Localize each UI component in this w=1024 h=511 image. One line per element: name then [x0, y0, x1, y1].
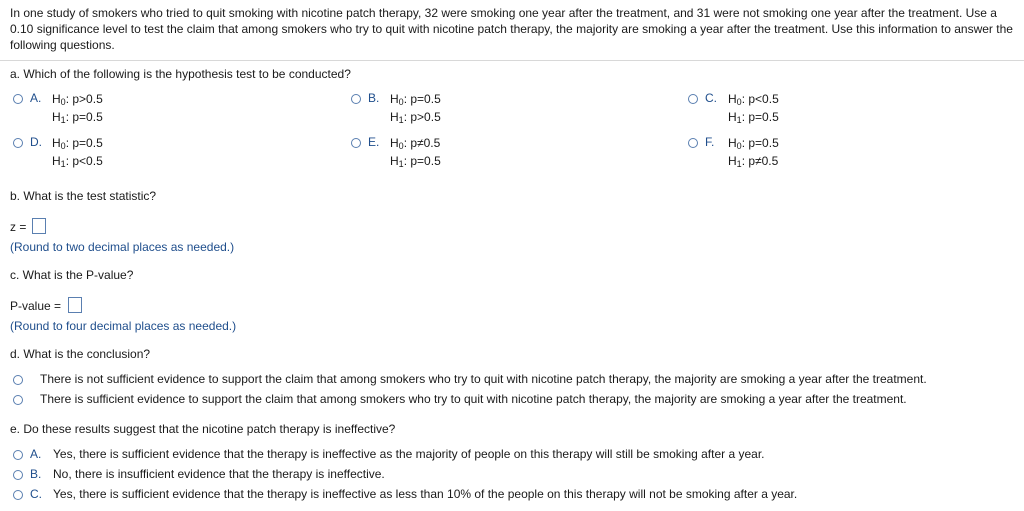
option-c-h0: $H_0$: p<0.5 [728, 92, 779, 107]
conclusion-text-1: There is not sufficient evidence to support the claim that among smokers who try to quit with nicotine patch therapy, the majority are smoking a year after the treatment. [40, 372, 927, 386]
option-e-h1: $H_1$: p=0.5 [390, 154, 441, 169]
radio-c[interactable] [688, 94, 698, 104]
option-a-h0: $H_0$: p>0.5 [52, 92, 103, 107]
option-c-h1: $H_1$: p=0.5 [728, 110, 779, 125]
option-b-h1: $H_1$: p>0.5 [390, 110, 441, 125]
option-b-letter: B. [368, 91, 380, 105]
effectiveness-radio-a[interactable] [13, 450, 23, 460]
radio-d[interactable] [13, 138, 23, 148]
p-value-label: P-value = [10, 299, 62, 313]
z-input[interactable] [32, 218, 46, 234]
effectiveness-text-a: Yes, there is sufficient evidence that the therapy is ineffective as the majority of people on this therapy will still be smoking after a year. [53, 447, 765, 461]
part-b-question: b. What is the test statistic? [10, 189, 157, 203]
effectiveness-text-b: No, there is insufficient evidence that the therapy is ineffective. [53, 467, 385, 481]
effectiveness-radio-c[interactable] [13, 490, 23, 500]
divider [0, 60, 1024, 61]
option-d-h0: $H_0$: p=0.5 [52, 136, 103, 151]
radio-b[interactable] [351, 94, 361, 104]
option-d-letter: D. [30, 135, 42, 149]
option-b-h0: $H_0$: p=0.5 [390, 92, 441, 107]
option-c-letter: C. [705, 91, 717, 105]
radio-f[interactable] [688, 138, 698, 148]
part-c-hint: (Round to four decimal places as needed.) [10, 319, 237, 333]
part-c-question: c. What is the P-value? [10, 268, 134, 282]
option-a-letter: A. [30, 91, 42, 105]
problem-statement: In one study of smokers who tried to quit smoking with nicotine patch therapy, 32 were smoking one year after the treatment, and 31 were not smoking one year after the treatment. Use a 0.10 significance level to test the claim that among smokers who try to quit with nicotine patch therapy, the majority are smoking a year after the treatment. Use this information to answer the following questions. [10, 6, 1013, 52]
conclusion-radio-2[interactable] [13, 395, 23, 405]
option-d-h1: $H_1$: p<0.5 [52, 154, 103, 169]
option-e-h0: $H_0$: p≠0.5 [390, 136, 441, 151]
radio-a[interactable] [13, 94, 23, 104]
effectiveness-letter-b: B. [30, 467, 42, 481]
conclusion-radio-1[interactable] [13, 375, 23, 385]
option-f-h1: $H_1$: p≠0.5 [728, 154, 779, 169]
part-a-question: a. Which of the following is the hypothesis test to be conducted? [10, 67, 351, 81]
effectiveness-letter-c: C. [30, 487, 42, 501]
option-a-h1: $H_1$: p=0.5 [52, 110, 103, 125]
z-label: z = [10, 220, 27, 234]
option-e-letter: E. [368, 135, 380, 149]
p-value-input[interactable] [68, 297, 82, 313]
radio-e[interactable] [351, 138, 361, 148]
option-f-letter: F. [705, 135, 715, 149]
part-b-hint: (Round to two decimal places as needed.) [10, 240, 235, 254]
part-d-question: d. What is the conclusion? [10, 347, 151, 361]
effectiveness-text-c: Yes, there is sufficient evidence that the therapy is ineffective as less than 10% of the people on this therapy will not be smoking after a year. [53, 487, 798, 501]
conclusion-text-2: There is sufficient evidence to support the claim that among smokers who try to quit with nicotine patch therapy, the majority are smoking a year after the treatment. [40, 392, 907, 406]
part-e-question: e. Do these results suggest that the nicotine patch therapy is ineffective? [10, 422, 396, 436]
option-f-h0: $H_0$: p=0.5 [728, 136, 779, 151]
effectiveness-radio-b[interactable] [13, 470, 23, 480]
effectiveness-letter-a: A. [30, 447, 42, 461]
